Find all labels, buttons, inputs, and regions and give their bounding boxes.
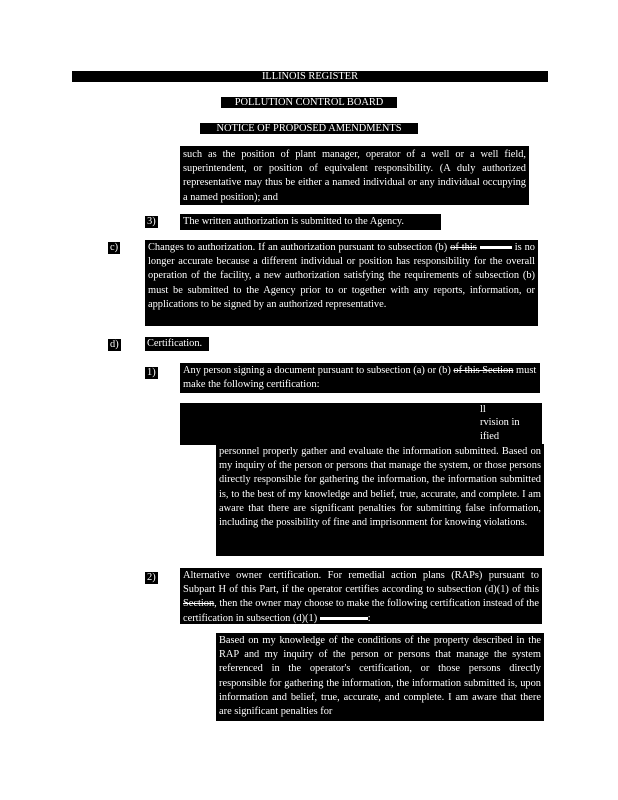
register-header: [72, 71, 548, 82]
item-3-label: 3): [147, 216, 156, 227]
item-c-text-a: Changes to authorization. If an authorization pursuant to subsection (b): [148, 242, 448, 253]
item-d2-text-a: Alternative owner certification. For remedial action plans (RAPs) pursuant to Subpart H of this Part, if the operator certifies according to subsection (d)(1) of this: [183, 570, 539, 596]
item-c-struck: of this: [450, 242, 477, 253]
item-d-title-text: Certification.: [147, 338, 203, 349]
cert-fragment-1: ll: [478, 404, 542, 416]
item-c-label: c): [110, 242, 119, 253]
para-top-text: such as the position of plant manager, operator of a well or a well field, superintendent, or position of equivalent responsibility. (A duly authorized representative may thus be either a named individual or any individual occupying a named position); and: [183, 149, 526, 203]
item-c-text: [145, 240, 538, 326]
item-d2-label: 2): [147, 572, 156, 583]
item-d1-text: [180, 363, 540, 393]
cert-fragment-3: ified: [478, 430, 542, 444]
item-3-text-content: The written authorization is submitted to the Agency.: [183, 216, 404, 227]
para-top: [180, 146, 529, 205]
item-d2-struck: Section: [183, 598, 215, 610]
item-d1-text-b: must make the following certification:: [183, 365, 537, 391]
certification-text-content: personnel properly gather and evaluate the information submitted. Based on my inquiry of the person or persons that manage the system, or those persons directly responsible for gathering the information, the information submitted is, to the best of my knowledge and belief, true, accurate, and complete. I am aware that there are significant penalties for submitting false information, including the possibility of fine and imprisonment for knowing violations.: [219, 446, 541, 529]
board-title-text: POLLUTION CONTROL BOARD: [234, 97, 384, 108]
item-3-text: [180, 214, 441, 230]
board-title: [221, 97, 397, 108]
item-d-title: [145, 337, 209, 351]
cert-fragment-2: rvision in: [478, 416, 542, 430]
item-d2-text: [180, 568, 542, 624]
redaction-mark: [480, 246, 512, 249]
item-d2-text-c: :: [367, 612, 371, 624]
item-d2-text-b: , then the owner may choose to make the following certification instead of the certification in subsection (d)(1): [183, 598, 539, 624]
item-d1-struck: of this Section: [453, 365, 514, 376]
notice-title-text: NOTICE OF PROPOSED AMENDMENTS: [216, 123, 402, 134]
owner-certification-text: [216, 633, 544, 721]
notice-title: [200, 123, 418, 134]
owner-certification-content: Based on my knowledge of the conditions of the property described in the RAP and my inquiry of the person or persons that manage the system referenced in the operator's certification, or those persons directly responsible for gathering the information, the information submitted is, upon information and belief, true, accurate, and complete. I am aware that there are significant penalties for: [219, 635, 541, 718]
item-d1-text-a: Any person signing a document pursuant to subsection (a) or (b): [183, 365, 451, 376]
register-title: ILLINOIS REGISTER: [261, 71, 359, 82]
item-d-label: d): [110, 339, 119, 350]
certification-text: [216, 444, 544, 556]
redaction-mark-2: [320, 617, 368, 620]
item-d1-label: 1): [147, 367, 156, 378]
item-c-text-b: is no longer accurate because a different individual or position has responsibility for the overall operation of the facility, a new authorization satisfying the requirements of subsection (b) must be submitted to the Agency prior to or together with any reports, information, or applications to be signed by an authorized representative.: [148, 242, 535, 310]
